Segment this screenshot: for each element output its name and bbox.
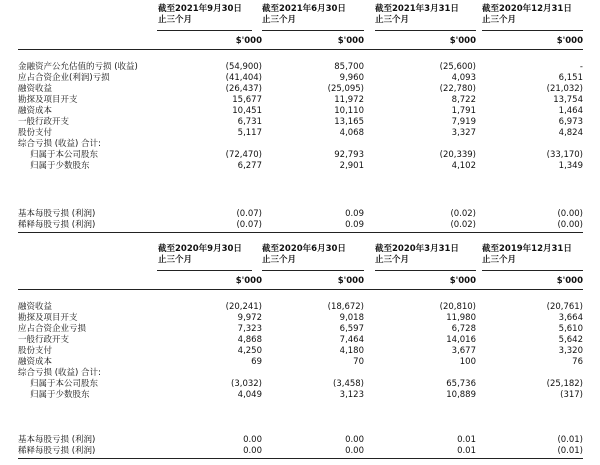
header-rule	[262, 270, 364, 271]
table-bottom-rule	[18, 458, 583, 459]
unit-label: $'000	[449, 36, 476, 46]
table-row: 股份支付 4,250 4,180 3,677 3,320	[18, 346, 583, 356]
table-row: 一般行政开支 4,868 7,464 14,016 5,642	[18, 335, 583, 345]
unit-label: $'000	[556, 276, 583, 286]
table-row: 融资收益 (20,241) (18,672) (20,810) (20,761)	[18, 302, 583, 312]
header-rule	[262, 30, 364, 31]
unit-label: $'000	[449, 276, 476, 286]
header-rule	[157, 270, 252, 271]
unit-label: $'000	[556, 36, 583, 46]
column-header: 截至2019年12月31日 止三个月	[482, 244, 572, 265]
table-row: 一般行政开支 6,731 13,165 7,919 6,973	[18, 117, 583, 127]
table-row: 综合亏损 (收益) 合计:	[18, 139, 101, 149]
column-header: 截至2020年6月30日 止三个月	[262, 244, 346, 265]
unit-label: $'000	[337, 36, 364, 46]
unit-rule	[18, 49, 583, 50]
table-row: 归属于本公司股东 (72,470) 92,793 (20,339) (33,170)	[30, 150, 583, 160]
header-rule	[482, 270, 583, 271]
header-rule	[375, 270, 476, 271]
table-row: 股份支付 5,117 4,068 3,327 4,824	[18, 128, 583, 138]
table-row: 归属于少数股东 4,049 3,123 10,889 (317)	[30, 390, 583, 400]
column-header: 截至2020年12月31日 止三个月	[482, 4, 572, 25]
table-row: 稀释每股亏损 (利润) (0.07) 0.09 (0.02) (0.00)	[18, 220, 583, 230]
column-header: 截至2021年6月30日 止三个月	[262, 4, 346, 25]
column-header: 截至2021年9月30日 止三个月	[158, 4, 242, 25]
table-row: 应占合资企业(利润)亏损 (41,404) 9,960 4,093 6,151	[18, 73, 583, 83]
unit-label: $'000	[235, 36, 262, 46]
unit-label: $'000	[337, 276, 364, 286]
table-row: 金融资产公允估值的亏损 (收益) (54,900) 85,700 (25,600) -	[18, 62, 583, 72]
unit-rule	[18, 289, 583, 290]
unit-label: $'000	[235, 276, 262, 286]
column-header: 截至2021年3月31日 止三个月	[375, 4, 459, 25]
column-header: 截至2020年3月31日 止三个月	[375, 244, 459, 265]
table-row: 勘探及项目开支 15,677 11,972 8,722 13,754	[18, 95, 583, 105]
table-bottom-rule	[18, 232, 583, 233]
table-row: 稀释每股亏损 (利润) 0.00 0.00 0.01 (0.01)	[18, 446, 583, 456]
table-row: 应占合资企业亏损 7,323 6,597 6,728 5,610	[18, 324, 583, 334]
table-row: 基本每股亏损 (利润) 0.00 0.00 0.01 (0.01)	[18, 435, 583, 445]
header-rule	[482, 30, 583, 31]
header-rule	[157, 30, 252, 31]
table-row: 融资收益 (26,437) (25,095) (22,780) (21,032)	[18, 84, 583, 94]
table-row: 归属于本公司股东 (3,032) (3,458) 65,736 (25,182)	[30, 379, 583, 389]
header-rule	[375, 30, 476, 31]
table-row: 融资成本 69 70 100 76	[18, 357, 583, 367]
table-row: 综合亏损 (收益) 合计:	[18, 368, 101, 378]
column-header: 截至2020年9月30日 止三个月	[158, 244, 242, 265]
table-row: 勘探及项目开支 9,972 9,018 11,980 3,664	[18, 313, 583, 323]
table-row: 融资成本 10,451 10,110 1,791 1,464	[18, 106, 583, 116]
table-row: 归属于少数股东 6,277 2,901 4,102 1,349	[30, 161, 583, 171]
table-row: 基本每股亏损 (利润) (0.07) 0.09 (0.02) (0.00)	[18, 209, 583, 219]
